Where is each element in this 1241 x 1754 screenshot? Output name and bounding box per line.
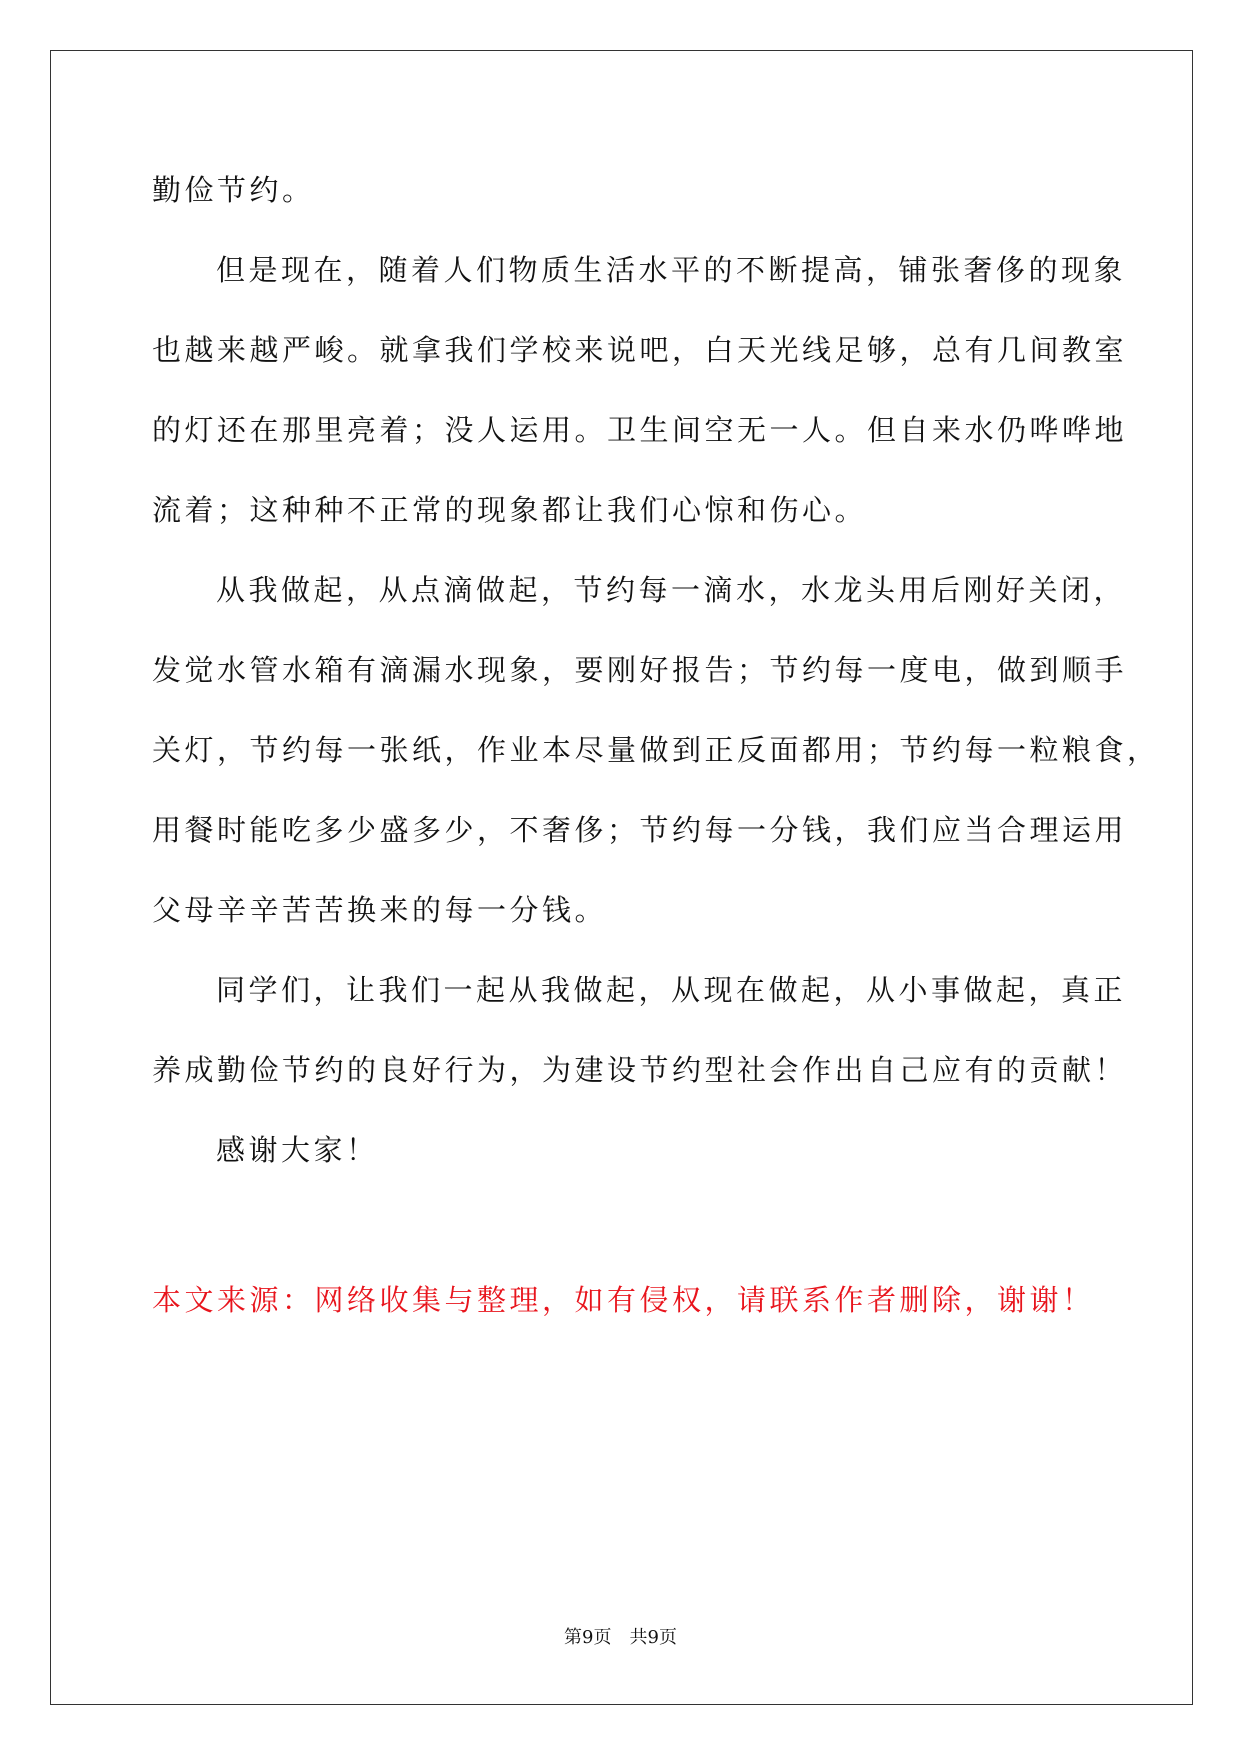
page-footer	[0, 1626, 1241, 1650]
source-note: 本文来源：网络收集与整理，如有侵权，请联系作者删除，谢谢！	[152, 1283, 1095, 1317]
paragraph-line: 感谢大家！	[216, 1133, 379, 1167]
page-total: 共9页	[629, 1627, 677, 1648]
paragraph-line: 父母辛辛苦苦换来的每一分钱。	[152, 893, 608, 927]
paragraph-line: 养成勤俭节约的良好行为，为建设节约型社会作出自己应有的贡献！	[152, 1053, 1128, 1087]
paragraph-line: 关灯，节约每一张纸，作业本尽量做到正反面都用；节约每一粒粮食，	[152, 733, 1160, 767]
paragraph-line: 发觉水管水箱有滴漏水现象，要刚好报告；节约每一度电，做到顺手	[152, 653, 1128, 687]
page-border	[50, 50, 1193, 1705]
paragraph-line: 同学们，让我们一起从我做起，从现在做起，从小事做起，真正	[216, 973, 1127, 1007]
paragraph-line: 流着；这种种不正常的现象都让我们心惊和伤心。	[152, 493, 868, 527]
paragraph-line: 的灯还在那里亮着；没人运用。卫生间空无一人。但自来水仍哗哗地	[152, 413, 1128, 447]
page-number: 第9页	[564, 1627, 612, 1648]
paragraph-line: 从我做起，从点滴做起，节约每一滴水，水龙头用后刚好关闭，	[216, 573, 1127, 607]
paragraph-line: 勤俭节约。	[152, 173, 315, 207]
paragraph-line: 但是现在，随着人们物质生活水平的不断提高，铺张奢侈的现象	[216, 253, 1127, 287]
paragraph-line: 用餐时能吃多少盛多少，不奢侈；节约每一分钱，我们应当合理运用	[152, 813, 1128, 847]
paragraph-line: 也越来越严峻。就拿我们学校来说吧，白天光线足够，总有几间教室	[152, 333, 1128, 367]
